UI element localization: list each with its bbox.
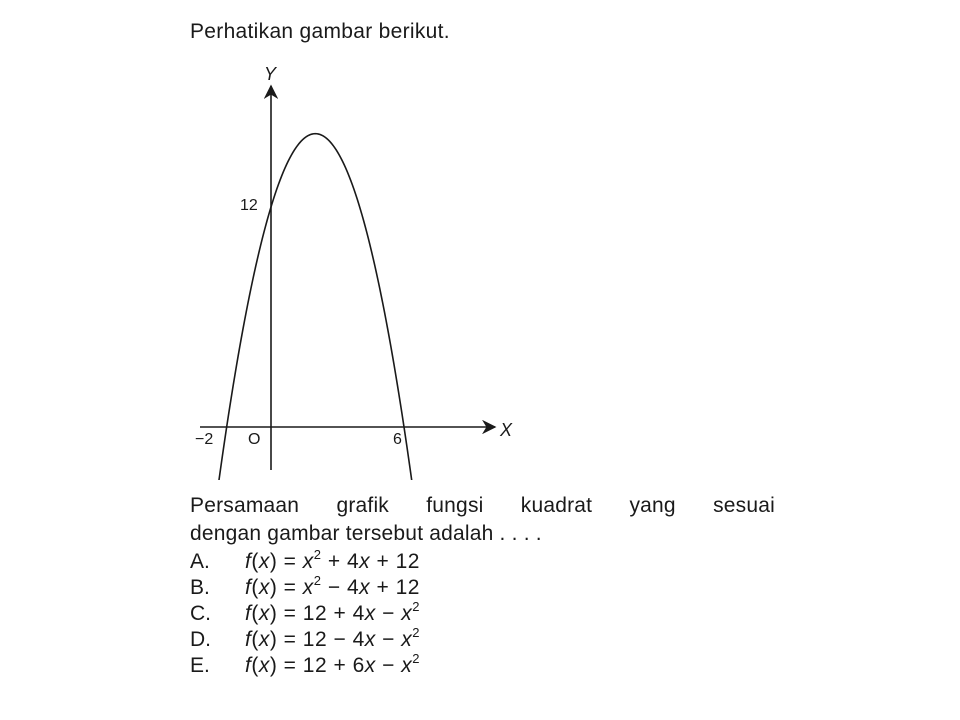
x-left-root-label: −2: [195, 431, 214, 448]
question-word: sesuai: [713, 494, 775, 517]
option-letter: A.: [190, 550, 210, 573]
option-b[interactable]: [190, 575, 420, 601]
option-letter: B.: [190, 576, 210, 599]
origin-label: O: [248, 431, 261, 448]
question-text: [190, 492, 790, 548]
parabola-graph: [190, 60, 530, 480]
parabola-curve: [219, 134, 412, 480]
option-expression: $f(x) = 12 + 6x - x^2$: [245, 651, 420, 677]
question-word: Persamaan: [190, 494, 300, 517]
answer-options: [190, 549, 420, 679]
question-line-2: dengan gambar tersebut adalah . . . .: [190, 522, 542, 545]
y-intercept-label: 12: [240, 197, 258, 214]
option-expression: $f(x) = x^2 + 4x + 12$: [245, 547, 420, 573]
option-e[interactable]: [190, 653, 420, 679]
question-line-1: [190, 492, 775, 520]
question-word: fungsi: [426, 494, 484, 517]
option-letter: C.: [190, 602, 211, 625]
option-a[interactable]: [190, 549, 420, 575]
option-expression: $f(x) = x^2 - 4x + 12$: [245, 573, 420, 599]
y-axis-label: Y: [264, 64, 277, 84]
option-c[interactable]: [190, 601, 420, 627]
question-word: kuadrat: [520, 494, 593, 517]
question-word: yang: [629, 494, 676, 517]
x-right-root-label: 6: [393, 431, 402, 448]
option-expression: $f(x) = 12 - 4x - x^2$: [245, 625, 420, 651]
intro-text: Perhatikan gambar berikut.: [190, 20, 450, 43]
option-letter: E.: [190, 654, 210, 677]
option-expression: $f(x) = 12 + 4x - x^2$: [245, 599, 420, 625]
x-axis-label: X: [500, 420, 513, 440]
option-letter: D.: [190, 628, 211, 651]
question-word: grafik: [336, 494, 390, 517]
option-d[interactable]: [190, 627, 420, 653]
